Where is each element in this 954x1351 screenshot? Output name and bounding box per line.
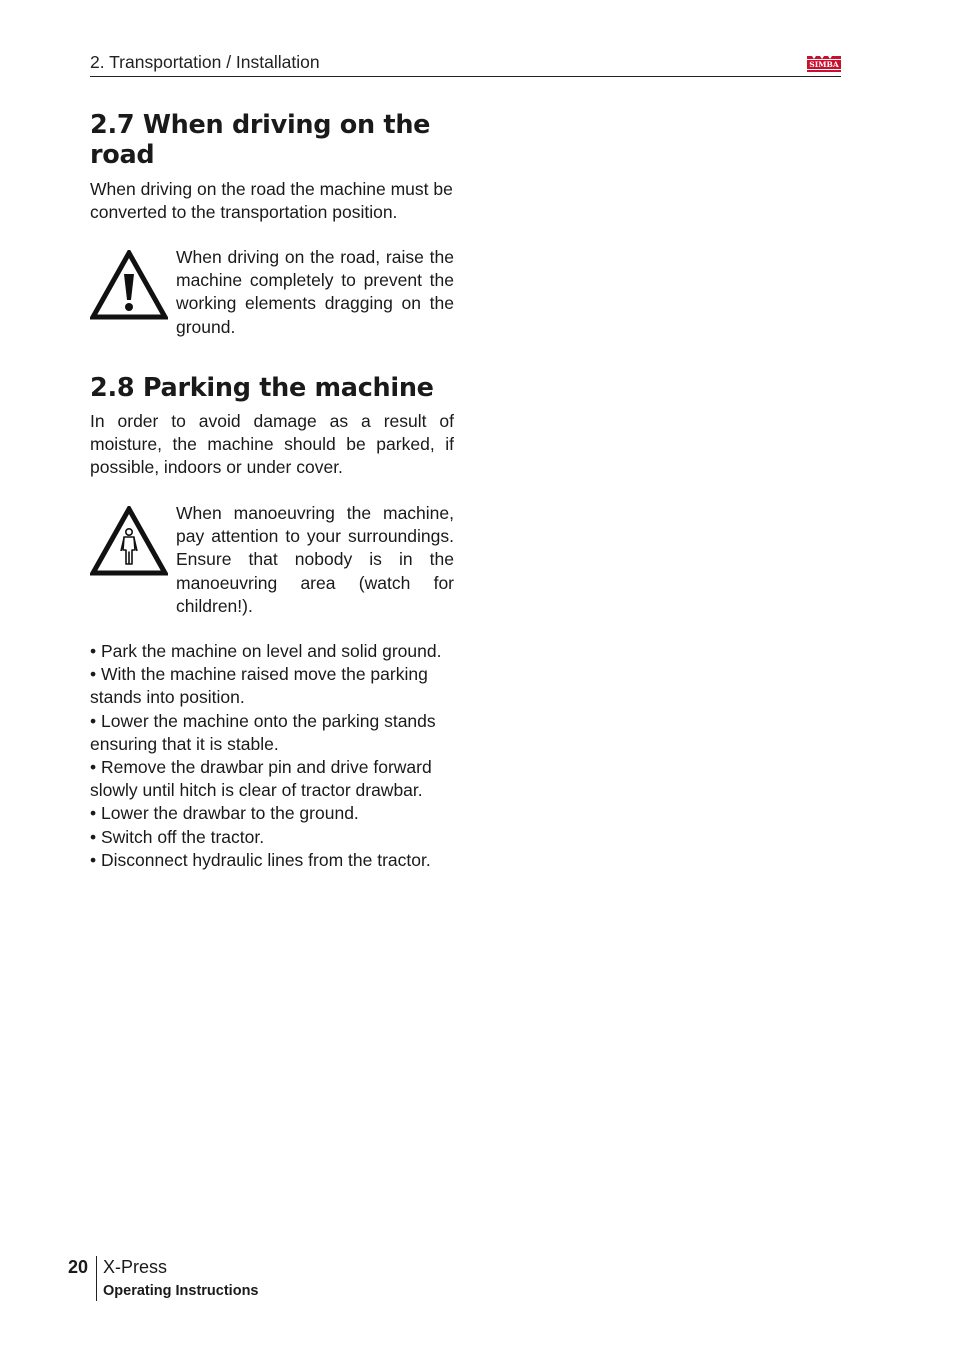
list-item: • Lower the machine onto the parking stands ensuring that it is stable.	[90, 710, 436, 754]
road-warning-text: When driving on the road, raise the machine completely to prevent the working elements dragging on the ground.	[176, 247, 454, 337]
list-item: • Lower the drawbar to the ground.	[90, 803, 359, 824]
parking-steps-list	[90, 640, 454, 872]
section-parking	[90, 373, 454, 480]
person-warning-icon	[90, 506, 168, 576]
list-item: • Remove the drawbar pin and drive forward slowly until hitch is clear of tractor drawbar.	[90, 757, 432, 801]
section-road-intro: When driving on the road the machine must be converted to the transportation position.	[90, 179, 453, 223]
section-parking-intro: In order to avoid damage as a result of moisture, the machine should be parked, if possible, indoors or under cover.	[90, 411, 454, 478]
parking-steps	[90, 640, 454, 872]
section-parking-heading: 2.8 Parking the machine	[90, 373, 434, 403]
parking-warning-text: When manoeuvring the machine, pay attention to your surroundings. Ensure that nobody is in the manoeuvring area (watch for children!).	[176, 503, 454, 616]
exclamation-warning-icon	[90, 250, 168, 320]
footer-product: X-Press	[103, 1257, 168, 1277]
footer-subtitle: Operating Instructions	[103, 1283, 259, 1299]
header-title: 2. Transportation / Installation	[90, 52, 320, 72]
page-header	[90, 52, 841, 77]
footer-divider	[96, 1256, 97, 1301]
logo-text: SIMBA	[809, 60, 839, 70]
section-road-heading: 2.7 When driving on the road	[90, 110, 431, 170]
simba-logo	[807, 56, 841, 72]
list-item: • Disconnect hydraulic lines from the tractor.	[90, 849, 431, 870]
list-item: • With the machine raised move the parking stands into position.	[90, 664, 428, 708]
page-number: 20	[68, 1257, 89, 1277]
section-road	[90, 110, 454, 224]
list-item: • Switch off the tractor.	[90, 826, 265, 847]
list-item: • Park the machine on level and solid ground.	[90, 641, 442, 661]
